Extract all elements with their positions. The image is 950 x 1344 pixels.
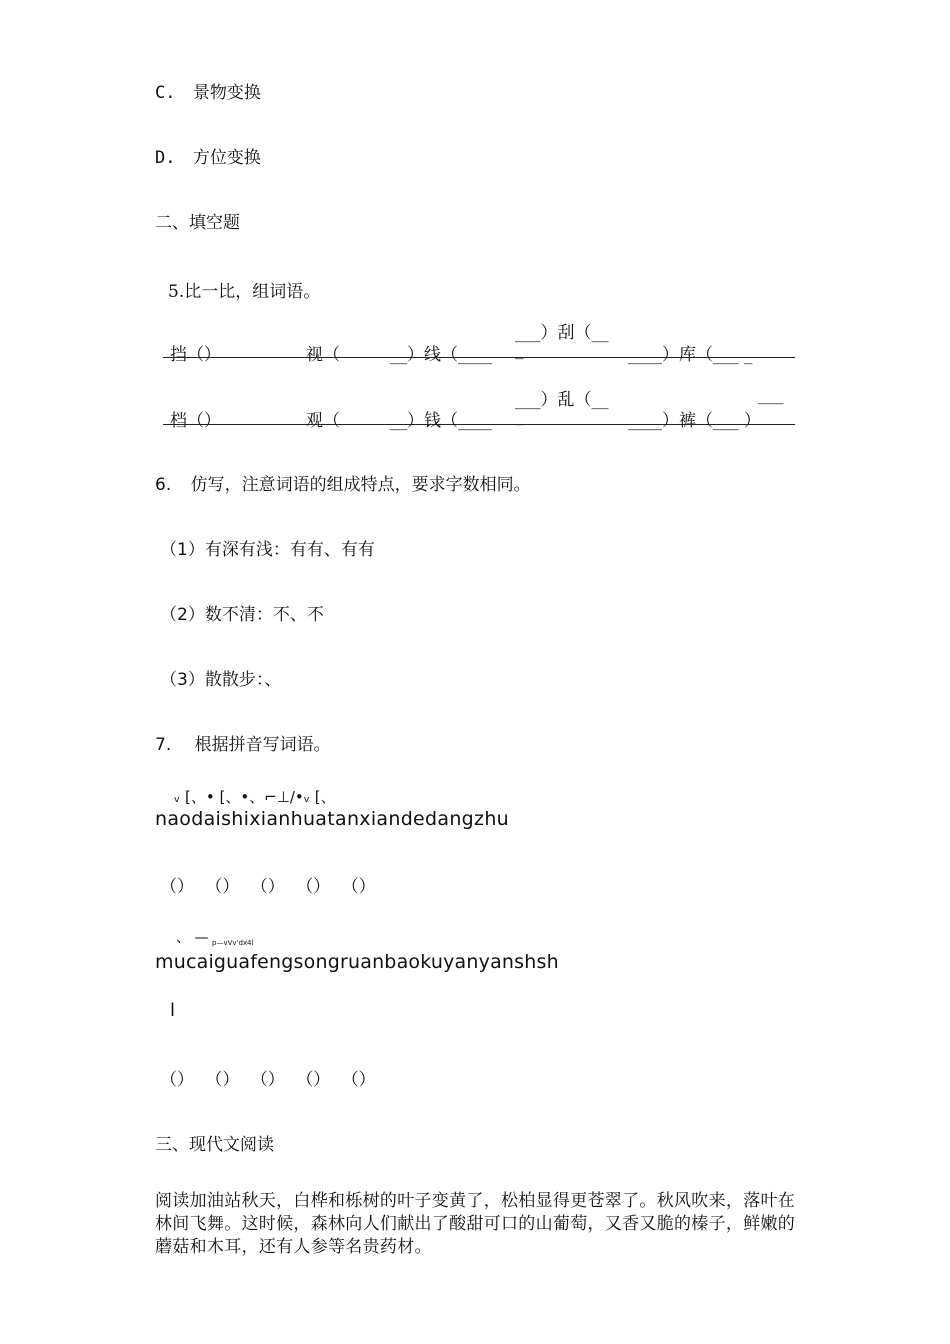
q7-blanks-1: （） （） （） （） （） (160, 877, 376, 897)
q6-item-3-text: 散散步：、 (204, 670, 282, 690)
q5-row2-c: __）钱（____ (390, 411, 492, 431)
q6-item-2-num: （2） (160, 605, 205, 625)
q5-row1-underline (163, 357, 795, 358)
q5-row2-top: ___）乱（__ (515, 390, 609, 410)
q6-item-2-text: 数不清：不、不 (204, 605, 324, 625)
q5-row2-e: ____）裤（___ ） (628, 411, 761, 431)
q6-item-2 (160, 600, 324, 625)
q5-row1-a: 挡（） (170, 345, 221, 365)
q5-row1-b: 视（ (306, 345, 340, 365)
reading-passage: 阅读加油站秋天，白桦和栎树的叶子变黄了，松柏显得更苍翠了。秋风吹来，落叶在林间飞舞。这时候，森林向人们献出了酸甜可口的山葡萄，又香又脆的榛子，鲜嫩的蘑菇和木耳，还有人参等名贵药材。 (155, 1191, 796, 1257)
q7-pinyin-1: naodaishixianhuatanxiandedangzhu (155, 808, 510, 830)
q6-item-3-num: （3） (160, 670, 205, 690)
q7-title (155, 730, 331, 755)
q5-row1-e: ____）库（___ _ (628, 345, 753, 365)
q6-title-text: 仿写，注意词语的组成特点，要求字数相同。 (190, 475, 531, 495)
option-c (155, 78, 261, 103)
q7-pinyin-2: mucaiguafengsongruanbaokuyanyanshsh (155, 951, 559, 973)
section-fill-heading: 二、填空题 (155, 213, 240, 233)
q6-item-3 (160, 665, 281, 690)
q7-tone-marks-2a: 、 — (176, 930, 209, 946)
q5-row1-c: __）线（____ (390, 345, 492, 365)
q5-row2-b: 观（ (306, 411, 340, 431)
q6-title (155, 470, 531, 495)
q7-tone-marks-1: ᵥ [、• [、•、⌐⊥/•ᵥ [、 (174, 788, 336, 806)
q5-row2-a: 档（） (170, 411, 221, 431)
q7-blanks-2: （） （） （） （） （） (160, 1070, 376, 1090)
q5-row1-top: ___）刮（__ (515, 323, 609, 343)
option-d-letter: D. (155, 148, 176, 168)
q7-tone-marks-2b: p—vVv'dx4l (212, 939, 254, 947)
q6-item-1-text: 有深有浅：有有、有有 (204, 540, 375, 560)
q7-title-text: 根据拼音写词语。 (194, 735, 331, 755)
q7-stray-mark: l (170, 1000, 176, 1021)
q6-item-1-num: （1） (160, 540, 205, 560)
q5-row2-underline (163, 424, 795, 425)
q5-row2-d: _ (515, 406, 524, 426)
q5-row2-topright: ___ (758, 385, 784, 405)
option-d-text: 方位变换 (192, 148, 261, 168)
option-c-letter: C. (155, 83, 176, 103)
q6-item-1 (160, 535, 375, 560)
q6-number: 6. (155, 475, 172, 495)
option-d (155, 143, 261, 168)
option-c-text: 景物变换 (192, 83, 261, 103)
q5-title: 5.比一比，组词语。 (168, 282, 321, 302)
q5-row1-d: _ (515, 340, 524, 360)
q7-number: 7. (155, 735, 172, 755)
section-reading-heading: 三、现代文阅读 (155, 1135, 274, 1155)
